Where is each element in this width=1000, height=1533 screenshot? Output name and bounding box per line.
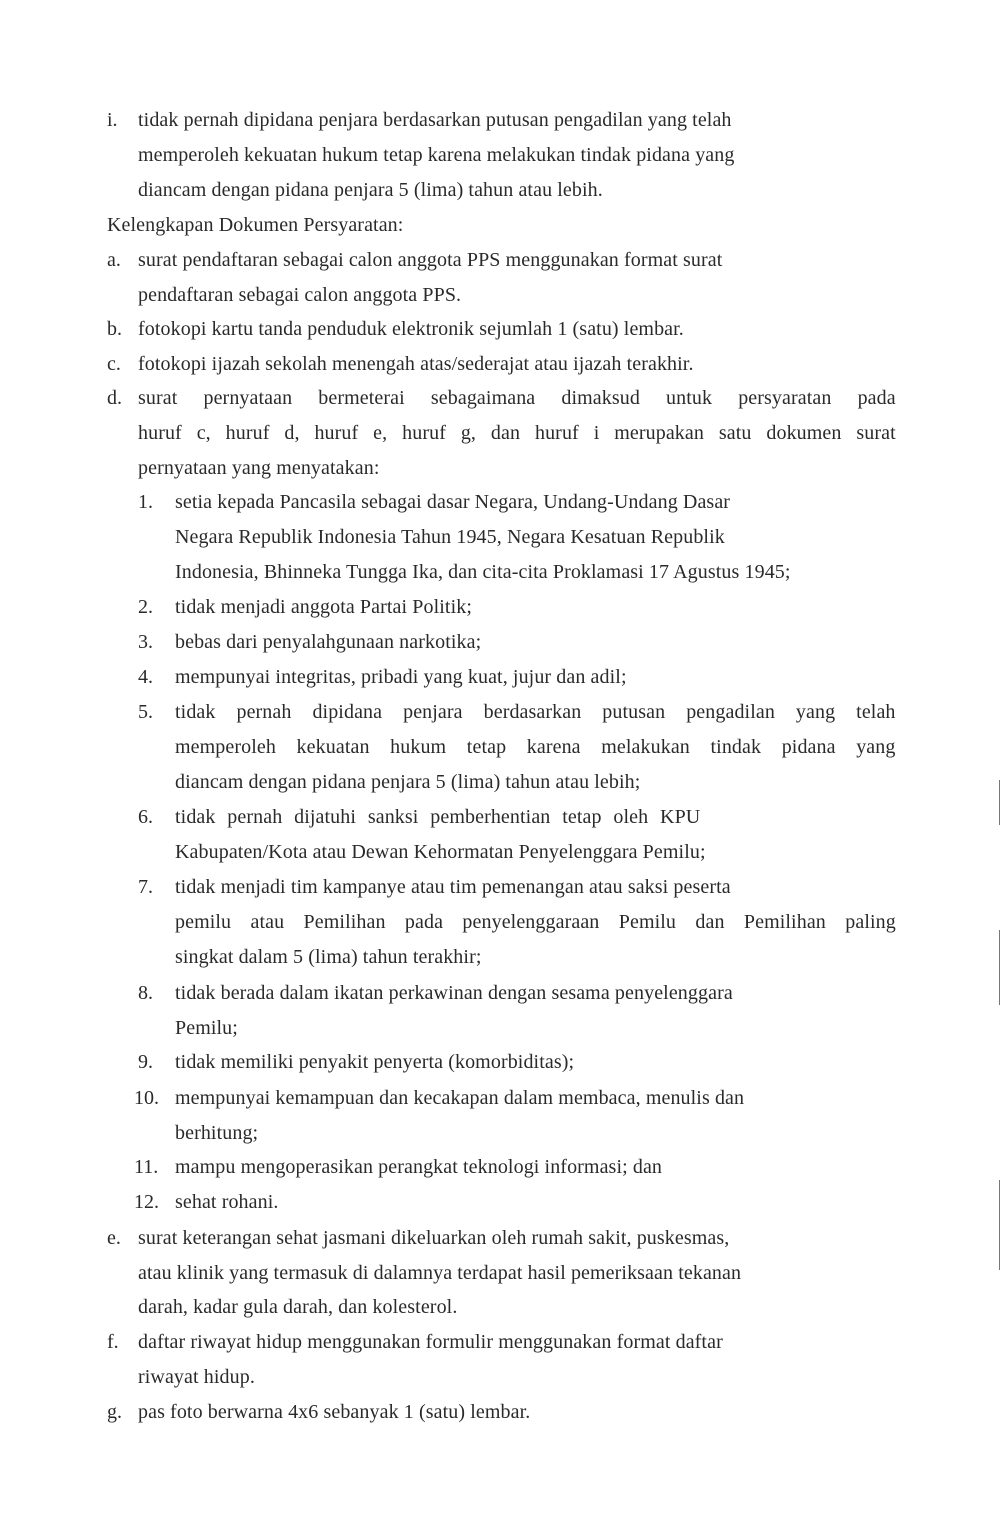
item-f-line-1: daftar riwayat hidup menggunakan formulir menggunakan format daftar (138, 1331, 723, 1353)
subitem-3-line-1: bebas dari penyalahgunaan narkotika; (175, 631, 482, 653)
list-marker: f. (107, 1331, 119, 1353)
subitem-12-line-1: sehat rohani. (175, 1191, 279, 1213)
subitem-2-line-1: tidak menjadi anggota Partai Politik; (175, 596, 472, 618)
item-d-line-1: surat pernyataan bermeterai sebagaimana dimaksud untuk persyaratan pada (138, 387, 896, 409)
list-marker: c. (107, 353, 121, 375)
item-e-line-1: surat keterangan sehat jasmani dikeluarkan oleh rumah sakit, puskesmas, (138, 1227, 730, 1249)
section-heading: Kelengkapan Dokumen Persyaratan: (107, 214, 404, 236)
item-d-line-3: pernyataan yang menyatakan: (138, 457, 380, 479)
list-marker: 3. (138, 631, 153, 653)
item-i-line-3: diancam dengan pidana penjara 5 (lima) tahun atau lebih. (138, 179, 603, 201)
list-marker: 1. (138, 491, 153, 513)
item-e-line-2: atau klinik yang termasuk di dalamnya terdapat hasil pemeriksaan tekanan (138, 1262, 742, 1284)
subitem-1-line-1: setia kepada Pancasila sebagai dasar Negara, Undang-Undang Dasar (175, 491, 731, 513)
list-marker: i. (107, 109, 118, 131)
list-marker: 6. (138, 806, 153, 828)
item-b-line-1: fotokopi kartu tanda penduduk elektronik sejumlah 1 (satu) lembar. (138, 318, 684, 340)
list-marker: e. (107, 1227, 121, 1249)
list-marker: 8. (138, 982, 153, 1004)
list-marker: g. (107, 1401, 122, 1423)
subitem-5-line-2: memperoleh kekuatan hukum tetap karena melakukan tindak pidana yang (175, 736, 896, 758)
item-a-line-2: pendaftaran sebagai calon anggota PPS. (138, 284, 462, 306)
subitem-10-line-1: mempunyai kemampuan dan kecakapan dalam membaca, menulis dan (175, 1087, 745, 1109)
list-marker: 4. (138, 666, 153, 688)
item-c-line-1: fotokopi ijazah sekolah menengah atas/sederajat atau ijazah terakhir. (138, 353, 694, 375)
subitem-1-line-2: Negara Republik Indonesia Tahun 1945, Negara Kesatuan Republik (175, 526, 725, 548)
subitem-8-line-2: Pemilu; (175, 1017, 238, 1039)
subitem-1-line-3: Indonesia, Bhinneka Tungga Ika, dan cita-cita Proklamasi 17 Agustus 1945; (175, 561, 791, 583)
list-marker: 7. (138, 876, 153, 898)
list-marker: a. (107, 249, 121, 271)
list-marker: 11. (134, 1156, 159, 1178)
list-marker: 12. (134, 1191, 159, 1213)
item-d-line-2: huruf c, huruf d, huruf e, huruf g, dan huruf i merupakan satu dokumen surat (138, 422, 896, 444)
subitem-4-line-1: mempunyai integritas, pribadi yang kuat, jujur dan adil; (175, 666, 627, 688)
list-marker: d. (107, 387, 122, 409)
item-i-line-1 (138, 108, 896, 132)
list-marker: 5. (138, 701, 153, 723)
item-e-line-3: darah, kadar gula darah, dan kolesterol. (138, 1296, 458, 1318)
subitem-5-line-1: tidak pernah dipidana penjara berdasarkan putusan pengadilan yang telah (175, 701, 896, 723)
subitem-6-line-2: Kabupaten/Kota atau Dewan Kehormatan Penyelenggara Pemilu; (175, 841, 706, 863)
item-g-line-1: pas foto berwarna 4x6 sebanyak 1 (satu) lembar. (138, 1401, 531, 1423)
subitem-9-line-1: tidak memiliki penyakit penyerta (komorbiditas); (175, 1051, 575, 1073)
subitem-7-line-1: tidak menjadi tim kampanye atau tim pemenangan atau saksi peserta (175, 876, 731, 898)
subitem-7-line-2: pemilu atau Pemilihan pada penyelenggaraan Pemilu dan Pemilihan paling (175, 911, 896, 933)
subitem-8-line-1: tidak berada dalam ikatan perkawinan dengan sesama penyelenggara (175, 982, 733, 1004)
item-i-line-2: memperoleh kekuatan hukum tetap karena melakukan tindak pidana yang (138, 144, 735, 166)
subitem-11-line-1: mampu mengoperasikan perangkat teknologi informasi; dan (175, 1156, 663, 1178)
item-a-line-1: surat pendaftaran sebagai calon anggota PPS menggunakan format surat (138, 249, 723, 271)
list-marker: b. (107, 318, 122, 340)
subitem-6-line-1: tidak pernah dijatuhi sanksi pemberhentian tetap oleh KPU (175, 806, 701, 828)
list-marker: 9. (138, 1051, 153, 1073)
list-marker: 2. (138, 596, 153, 618)
subitem-7-line-3: singkat dalam 5 (lima) tahun terakhir; (175, 946, 482, 968)
text: tidak pernah dipidana penjara berdasarkan putusan pengadilan yang telah (138, 109, 732, 131)
subitem-5-line-3: diancam dengan pidana penjara 5 (lima) tahun atau lebih; (175, 771, 641, 793)
item-f-line-2: riwayat hidup. (138, 1366, 255, 1388)
subitem-10-line-2: berhitung; (175, 1122, 259, 1144)
list-marker: 10. (134, 1087, 159, 1109)
